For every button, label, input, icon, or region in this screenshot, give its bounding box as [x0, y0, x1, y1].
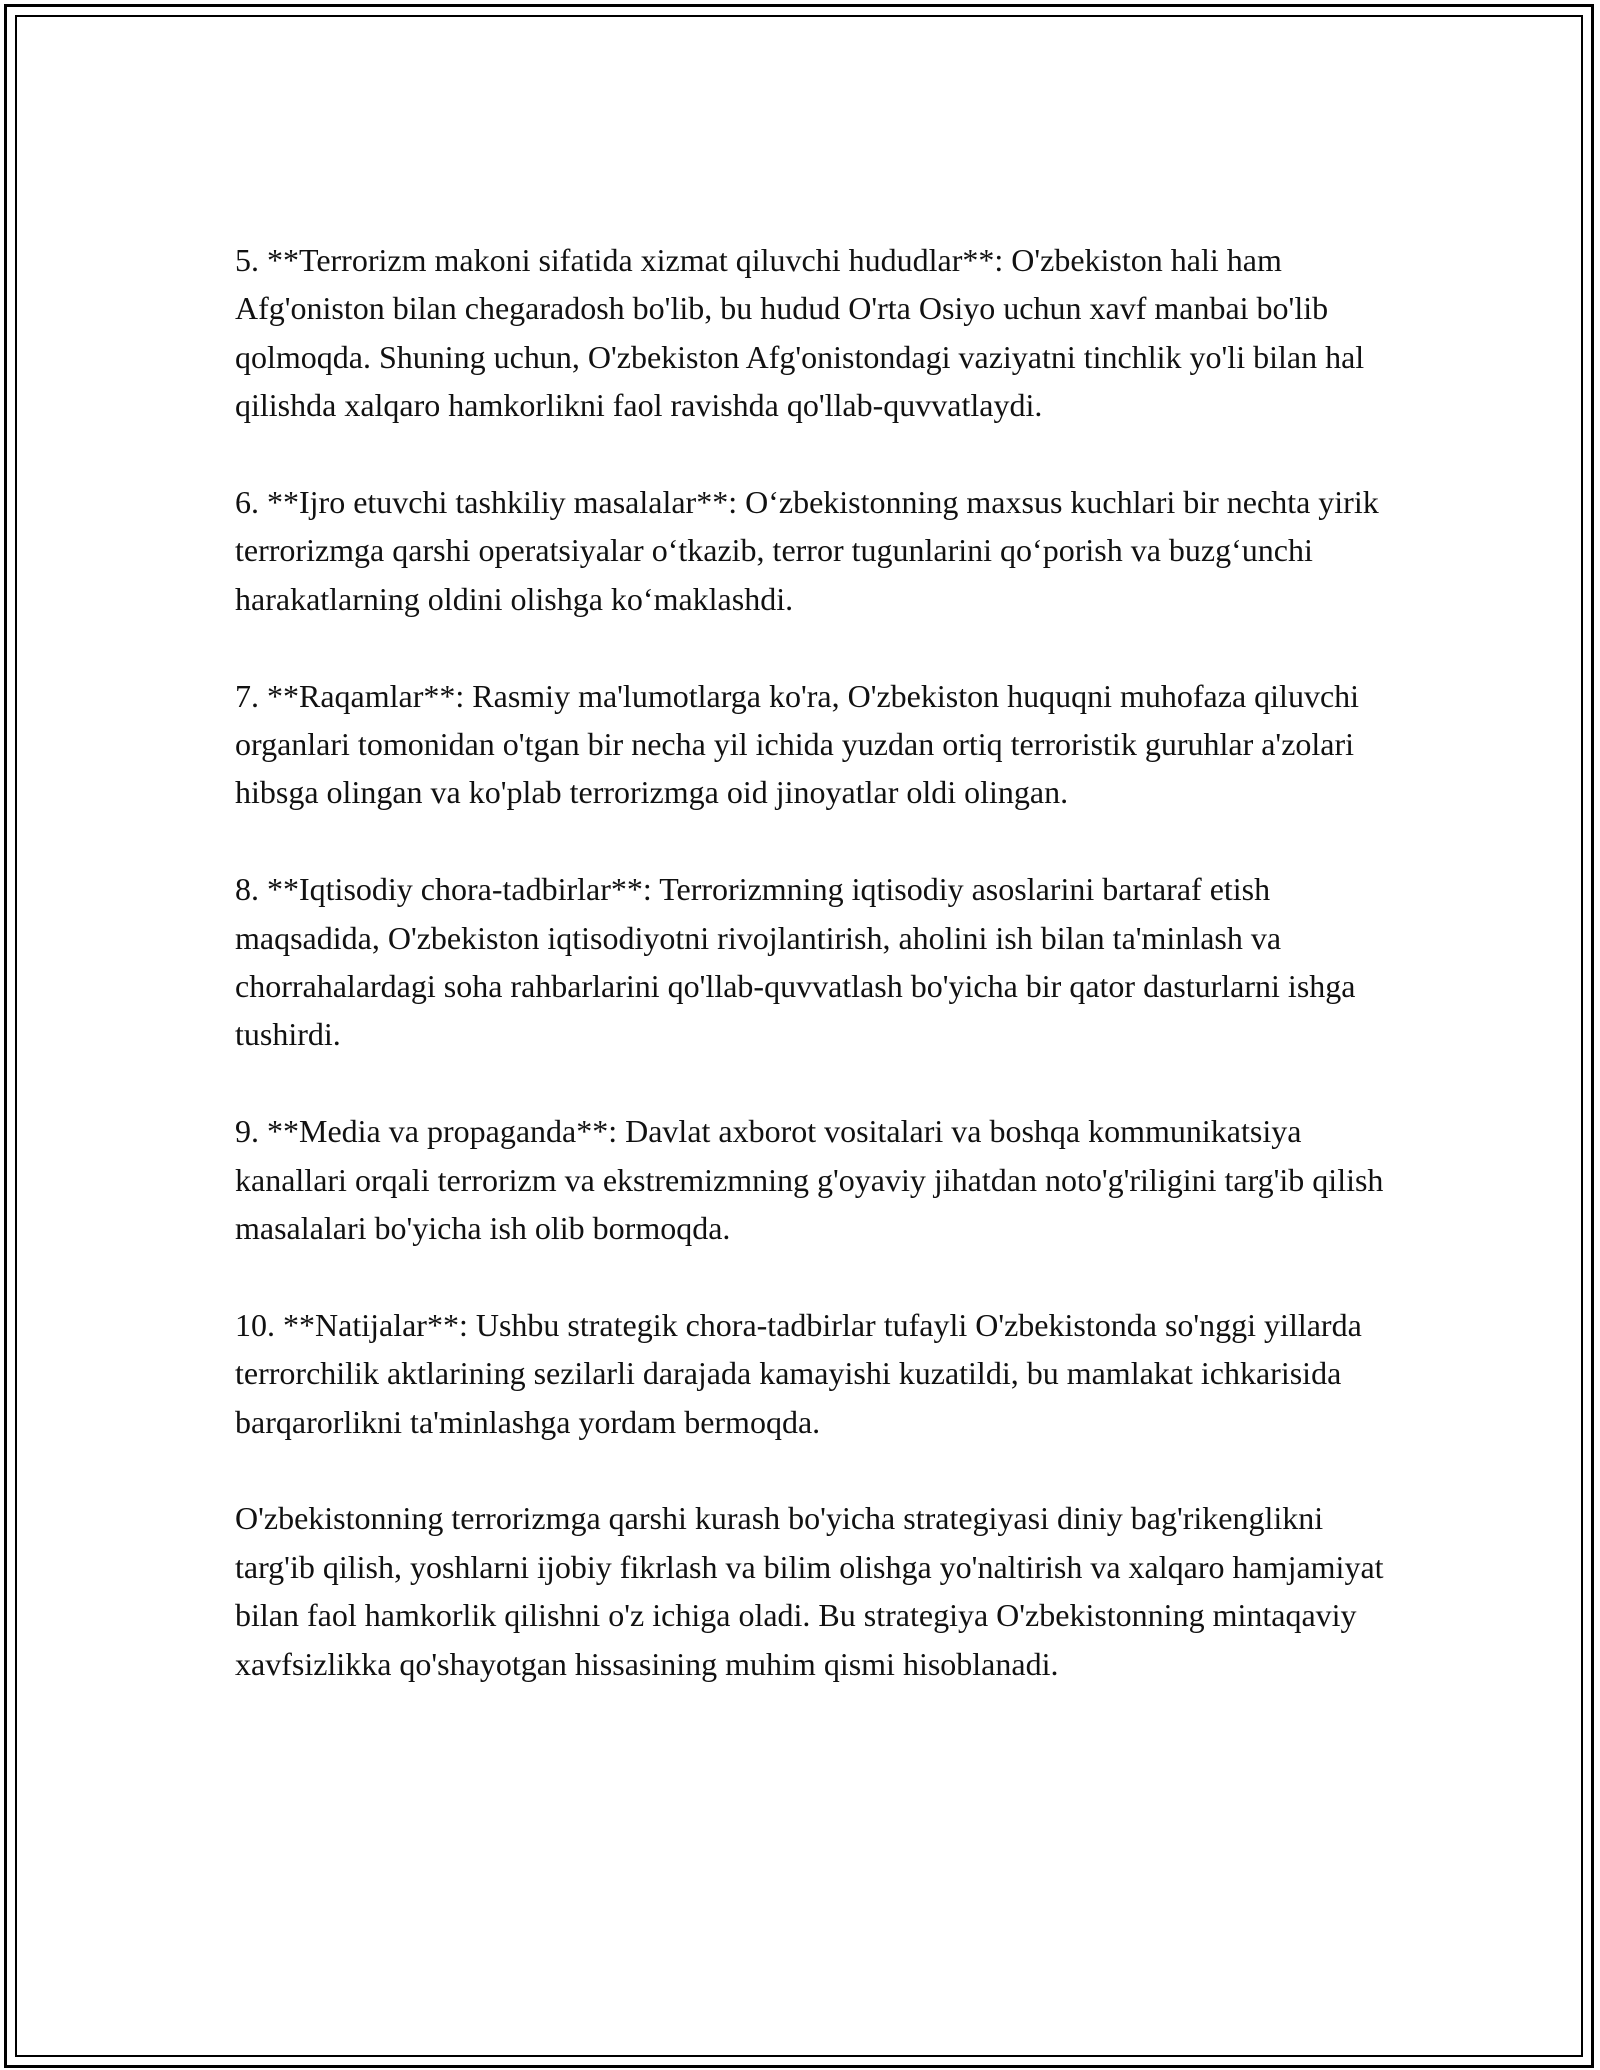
paragraph-item-6: 6. **Ijro etuvchi tashkiliy masalalar**: O‘zbekistonning maxsus kuchlari bir nechta yirik terrorizmga qarshi operatsiyalar o‘tkazib, terror tugunlarini qo‘porish va buzg‘unchi harakatlarning oldini olishga ko‘maklashdi.	[235, 484, 1379, 617]
paragraph-item-5: 5. **Terrorizm makoni sifatida xizmat qiluvchi hududlar**: O'zbekiston hali ham Afg'oniston bilan chegaradosh bo'lib, bu hudud O'rta Osiyo uchun xavf manbai bo'lib qolmoqda. Shuning uchun, O'zbekiston Afg'onistondagi vaziyatni tinchlik yo'li bilan hal qilishda xalqaro hamkorlikni faol ravishda qo'llab-quvvatlaydi.	[235, 242, 1365, 424]
paragraph-item-9: 9. **Media va propaganda**: Davlat axborot vositalari va boshqa kommunikatsiya kanallari orqali terrorizm va ekstremizmning g'oyaviy jihatdan noto'g'riligini targ'ib qilish masalalari bo'yicha ish olib bormoqda.	[235, 1113, 1384, 1247]
paragraph-item-7: 7. **Raqamlar**: Rasmiy ma'lumotlarga ko'ra, O'zbekiston huquqni muhofaza qiluvchi organlari tomonidan o'tgan bir necha yil ichida yuzdan ortiq terroristik guruhlar a'zolari hibsga olingan va ko'plab terrorizmga oid jinoyatlar oldi olingan.	[235, 677, 1360, 811]
paragraph-item-8: 8. **Iqtisodiy chora-tadbirlar**: Terrorizmning iqtisodiy asoslarini bartaraf etish maqsadida, O'zbekiston iqtisodiyotni rivojlantirish, aholini ish bilan ta'minlash va chorrahalardagi soha rahbarlarini qo'llab-quvvatlash bo'yicha bir qator dasturlarni ishga tushirdi.	[235, 871, 1356, 1053]
document-body	[235, 236, 1395, 1736]
paragraph-conclusion: O'zbekistonning terrorizmga qarshi kurash bo'yicha strategiyasi diniy bag'rikenglikni targ'ib qilish, yoshlarni ijobiy fikrlash va bilim olishga yo'naltirish va xalqaro hamjamiyat bilan faol hamkorlik qilishni o'z ichiga oladi. Bu strategiya O'zbekistonning mintaqaviy xavfsizlikka qo'shayotgan hissasining muhim qismi hisoblanadi.	[235, 1500, 1384, 1682]
paragraph-item-10: 10. **Natijalar**: Ushbu strategik chora-tadbirlar tufayli O'zbekistonda so'nggi yillarda terrorchilik aktlarining sezilarli darajada kamayishi kuzatildi, bu mamlakat ichkarisida barqarorlikni ta'minlashga yordam bermoqda.	[235, 1306, 1362, 1440]
